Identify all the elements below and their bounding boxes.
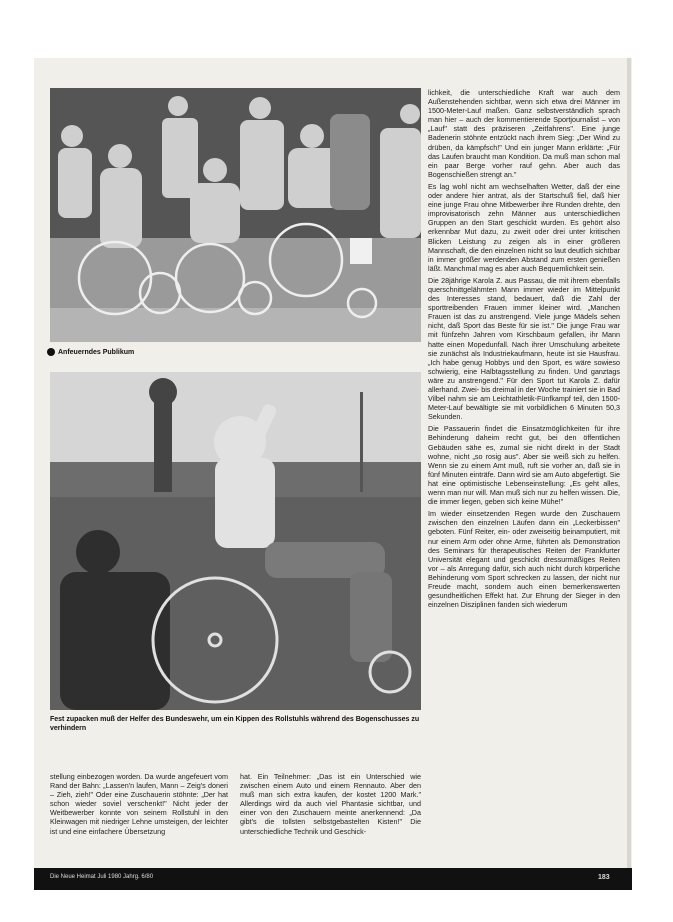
- photo-archer: [50, 372, 421, 710]
- page-number: 183: [598, 874, 610, 881]
- article-paragraph: Es lag wohl nicht am wechselhaften Wetter, daß der eine oder andere hier antrat, als der Startschuß fiel, daß hier eine junge Frau ohne Mitbewerber ihre Runden drehte, den improvisatorisch zehn Männer aus unterschiedlichen Gruppen an den Start geschickt wurden. Es gehört also erkennbar Mut dazu, zu zweit oder drei unter kritischen Blicken Leistung zu zeigen als in einer größeren Mannschaft, die den einzelnen nicht so laut deutlich sichtbar in immer größer werdenden Abstand zum ersten genießen läßt. Manchmal mag es aber auch Bequemlichkeit sein.: [428, 181, 620, 273]
- footer-source: Die Neue Heimat Juli 1980 Jahrg. 6/80: [50, 874, 154, 880]
- article-paragraph: Im wieder einsetzenden Regen wurde den Zuschauern zwischen den einzelnen Läufen dann ein „Leckerbissen" geboten. Fünf Reiter, ein- oder zweiseitig beinamputiert, mit nur einem Arm oder ohne Arme, führten als Demonstration des Seminars für therapeutisches Reiten der Frankfurter Universität elegant und geschickt dressurmäßiges Reiten vor – als Anregung dafür, sich auch nicht durch körperliche Behinderung vom Sport schrecken zu lassen, der nicht nur Freude macht, sondern auch einen bemerkenswerten gesundheitlichen Effekt hat. Zur Ehrung der Sieger in den einzelnen Disziplinen fanden sich wiederum: [428, 509, 620, 610]
- article-right-column: [428, 88, 620, 612]
- page-edge-shadow: [627, 58, 631, 890]
- article-paragraph: Die 28jährige Karola Z. aus Passau, die mit ihrem ebenfalls querschnittgelähmten Mann immer wieder im Mittelpunkt des Interesses stand, bedauert, daß die Zahl der sporttreibenden Frauen immer kleiner wird. „Manchen Frauen ist das zu anstrengend. Viele junge Mädels sehen nicht, daß Sport das Beste für sie ist." Die junge Frau war mit fünfzehn Jahren vom Kirschbaum gefallen, ihr Mann hatte einen Mopedunfall. Nach ihrer Umschulung arbeitete sie zunächst als Industriekaufmann, heute ist sie Hausfrau. „Ich habe genug Hobbys und den Sport, es wäre sowieso schwierig, eine Halbtagsstellung zu finden. Und ganztags wäre zu anstrengend." Für den Sport tut Karola Z. dafür allerhand. Zwei- bis dreimal in der Woche trainiert sie in Bad Vilbel nahm sie am Leichtathletik-Fünfkampf teil, den 1500-Meter-Lauf bewältigte sie mit vorbildlichen 6 Minuten 50,3 Sekunden.: [428, 275, 620, 422]
- article-paragraph: lichkeit, die unterschiedliche Kraft war auch dem Außenstehenden sichtbar, wenn sich etwa drei Männer im 1500-Meter-Lauf maßen. Ganz selbstverständlich sprach man hier – auch der kommentierende Sportjournalist – von „Lauf" statt des präziseren „Zeitfahrens". Eine junge Badenerin stöhnte entzückt nach ihrem Sieg: „Der Wind zu drüben, da kämpfsch!" Und ein junger Mann erklärte: „Für das Laufen braucht man Kondition. Da muß man schon mal ein paar Berge vorher rauf gehn. Aber auch das Bogenschießen strengt an.": [428, 88, 620, 179]
- article-bottom-left-column: stellung einbezogen worden. Da wurde angefeuert vom Rand der Bahn: „Lassen'n laufen, Mann – Zeig's doneri – Zieh, zieh!" Oder eine Zuschauerin stöhnte: „Der hat schon wieder soviel verschenkt!" Nicht jeder der Weitbewerber konnte von seinem Rollstuhl in den Kleinwagen mit niedriger Lehne umsteigen, der leichter ist und eine einfachere Übersetzung: [50, 772, 228, 836]
- article-paragraph: Die Passauerin findet die Einsatzmöglichkeiten für ihre Behinderung daheim recht gut, bei den öffentlichen Gebäuden sähe es, zumal sie nicht direkt in der Stadt wohne, nicht „so rosig aus". Aber sie weiß sich zu helfen. Wenn sie zu einem Amt muß, ruft sie vorher an, daß sie in fünf Minuten einträfe. Dann wird sie am Auto abgefertigt. Sie hat eine optimistische Lebenseinstellung: „Es geht alles, wenn man nur will. Man muß sich nur zu helfen wissen. Die, die immer liegen, geben sich keine Mühe!": [428, 424, 620, 507]
- article-bottom-right-column: hat. Ein Teilnehmer: „Das ist ein Unterschied wie zwischen einem Auto und einem Rennauto. Aber den muß man sich extra kaufen, der kostet 1200 Mark." Allerdings wird da auch viel Phantasie sichtbar, und einer von den Zuschauern meinte anerkennend: „Da gibt's die tollsten selbstgebastelten Kisten!" Die unterschiedliche Technik und Geschick-: [240, 772, 421, 836]
- photo-caption-spectators: Anfeuerndes Publikum: [58, 349, 135, 356]
- photo-spectators: [50, 88, 421, 342]
- photo-caption-archer: Fest zupacken muß der Helfer des Bundeswehr, um ein Kippen des Rollstuhls während des Bogenschusses zu verhindern: [50, 716, 420, 732]
